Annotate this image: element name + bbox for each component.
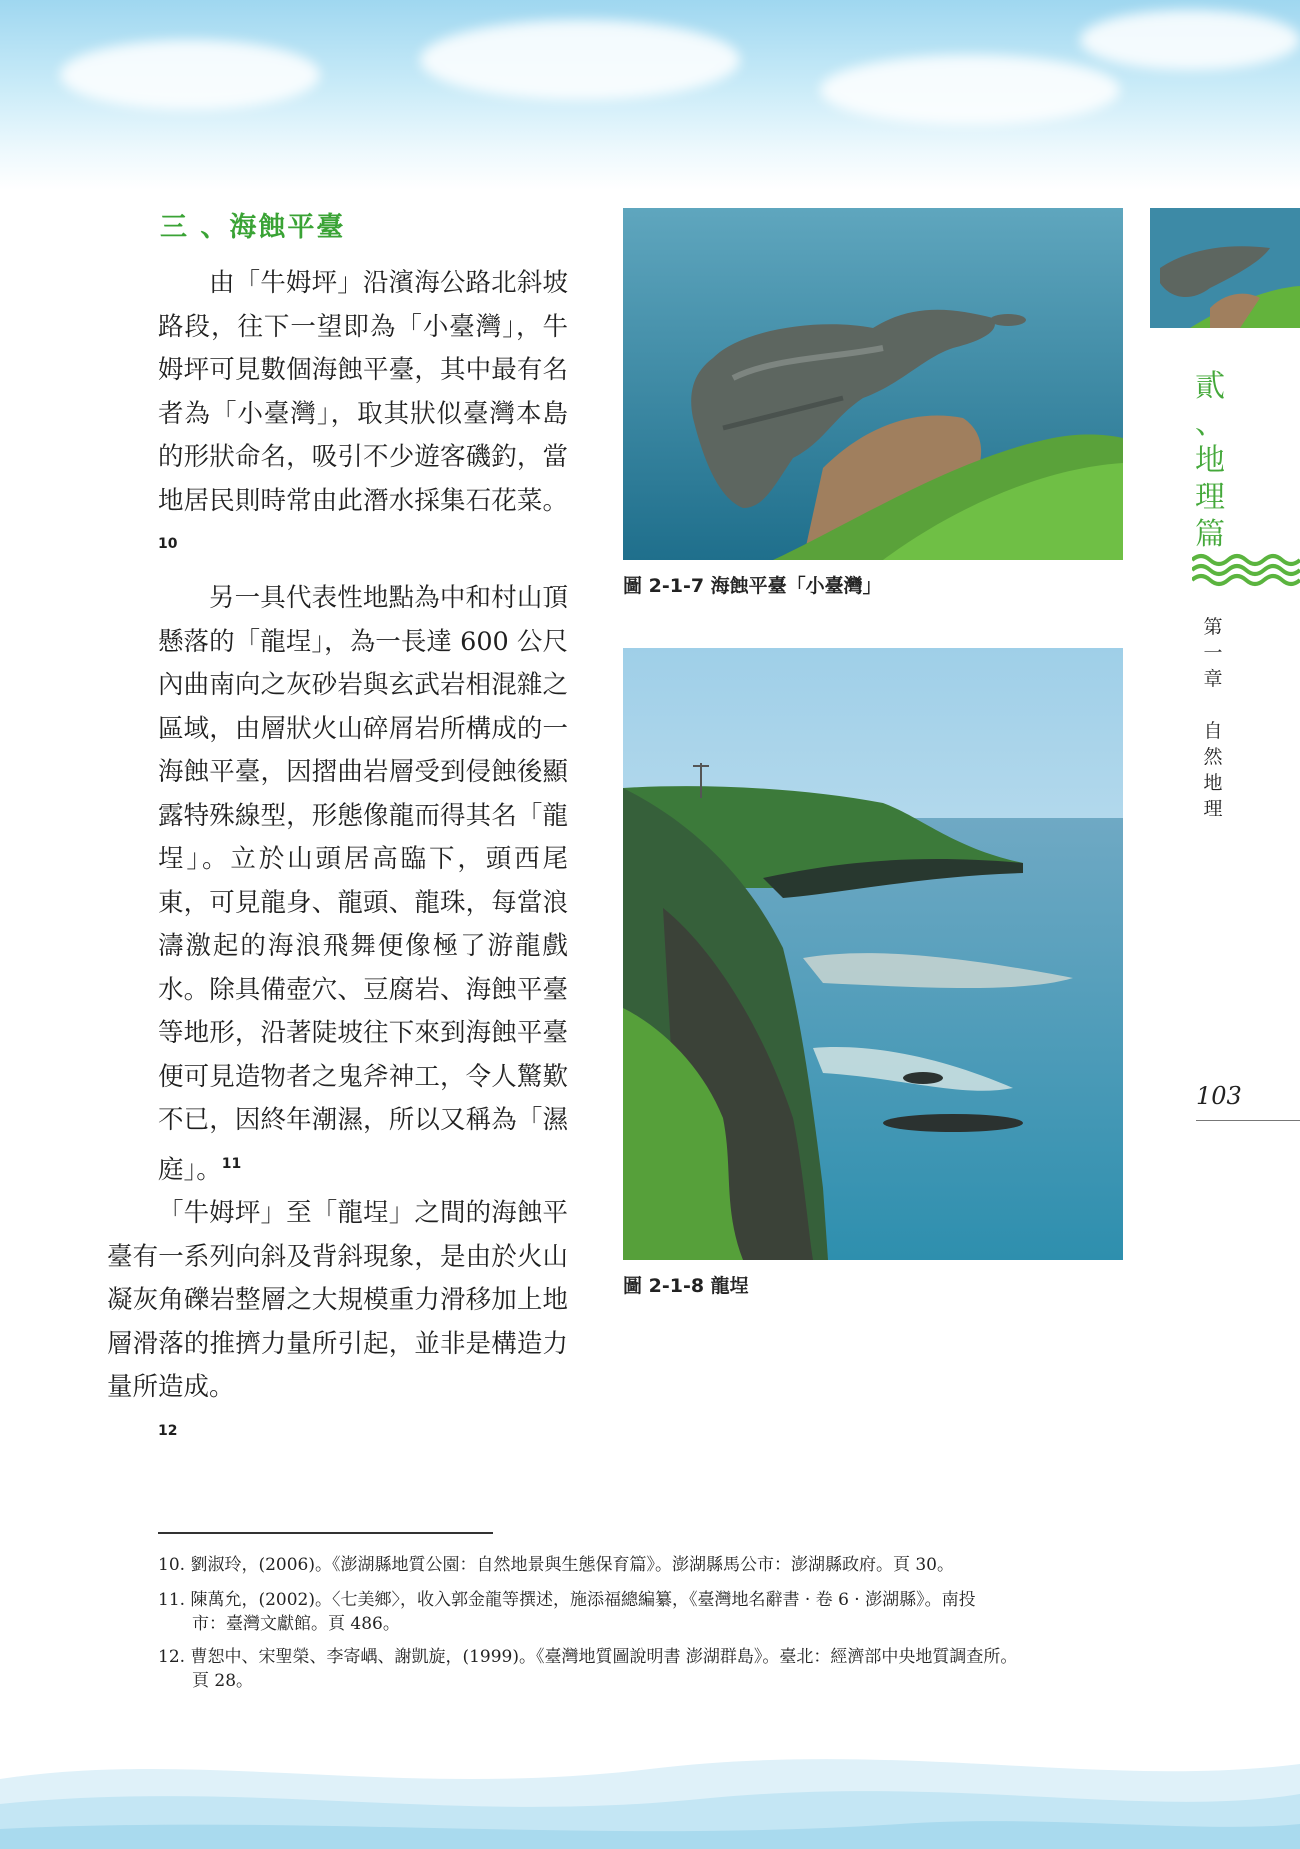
cloud [820, 55, 1120, 125]
footnote-ref[interactable]: 11 [221, 1155, 242, 1172]
sky-banner [0, 0, 1300, 190]
footnote-12: 12. 曹恕中、宋聖榮、李寄嵎、謝凱旋，(1999)。《臺灣地質圖說明書 澎湖群島》。臺北：經濟部中央地質調查所。 頁 28。 [158, 1647, 1018, 1691]
cloud [60, 40, 320, 110]
wave-decoration [0, 1729, 1300, 1849]
figure-caption: 圖 2-1-7 海蝕平臺「小臺灣」 [623, 575, 882, 597]
part-title: 貳 、 地 理 篇 [1195, 369, 1225, 552]
footnote-ref[interactable]: 10 [158, 536, 178, 552]
page-number: 103 [1196, 1082, 1242, 1110]
paragraph-2: 另一具代表性地點為中和村山頂懸落的「龍埕」，為一長達 600 公尺內曲南向之灰砂岩與玄武岩相混雜之區域，由層狀火山碎屑岩所構成的一海蝕平臺，因摺曲岩層受到侵蝕後顯露特殊線型，形態像龍而得其名「龍埕」。立於山頭居高臨下，頭西尾東，可見龍身、龍頭、龍珠，每當浪濤激起的海浪飛舞便像極了游龍戲水。除具備壺穴、豆腐岩、海蝕平臺等地形，沿著陡坡往下來到海蝕平臺便可見造物者之鬼斧神工，令人驚歎不已，因終年潮濕，所以又稱為「濕庭」。$^{11}$ 「牛姆坪」至「龍埕」之間的海蝕平臺有一系列向斜及背斜現象，是由於火山凝灰角礫岩整層之大規模重力滑移加上地層滑落的推擠力量所引起，並非是構造力量所造成。$^{12}$ [107, 583, 568, 1439]
footnote-10: 10. 劉淑玲，(2006)。《澎湖縣地質公園：自然地景與生態保育篇》。澎湖縣馬公市：澎湖縣政府。頁 30。 [158, 1555, 955, 1575]
footnote-11: 11. 陳萬允，(2002)。〈七美鄉〉，收入郭金龍等撰述，施添福總編纂，《臺灣地名辭書 · 卷 6 · 澎湖縣》。南投 市：臺灣文獻館。頁 486。 [158, 1590, 976, 1634]
chapter-label: 第 一 章 自 然 地 理 [1203, 616, 1223, 820]
footnote-ref[interactable]: 12 [158, 1422, 178, 1439]
cloud [1080, 10, 1300, 70]
figure-caption: 圖 2-1-8 龍埕 [623, 1275, 749, 1297]
figure-photo-dragon-platform [623, 648, 1123, 1260]
divider [1196, 1120, 1300, 1121]
figure-photo-little-taiwan [623, 208, 1123, 560]
footnote-divider [158, 1532, 493, 1534]
sidebar-thumbnail [1150, 208, 1300, 328]
wave-icon [1192, 552, 1300, 588]
paragraph-1: 由「牛姆坪」沿濱海公路北斜坡路段，往下一望即為「小臺灣」，牛姆坪可見數個海蝕平臺，其中最有名者為「小臺灣」，取其狀似臺灣本島的形狀命名，吸引不少遊客磯釣，當地居民則時常由此潛水採集石花菜。$^{10}$ [158, 268, 568, 552]
section-heading: 三 、海蝕平臺 [160, 212, 346, 243]
cloud [420, 20, 740, 100]
